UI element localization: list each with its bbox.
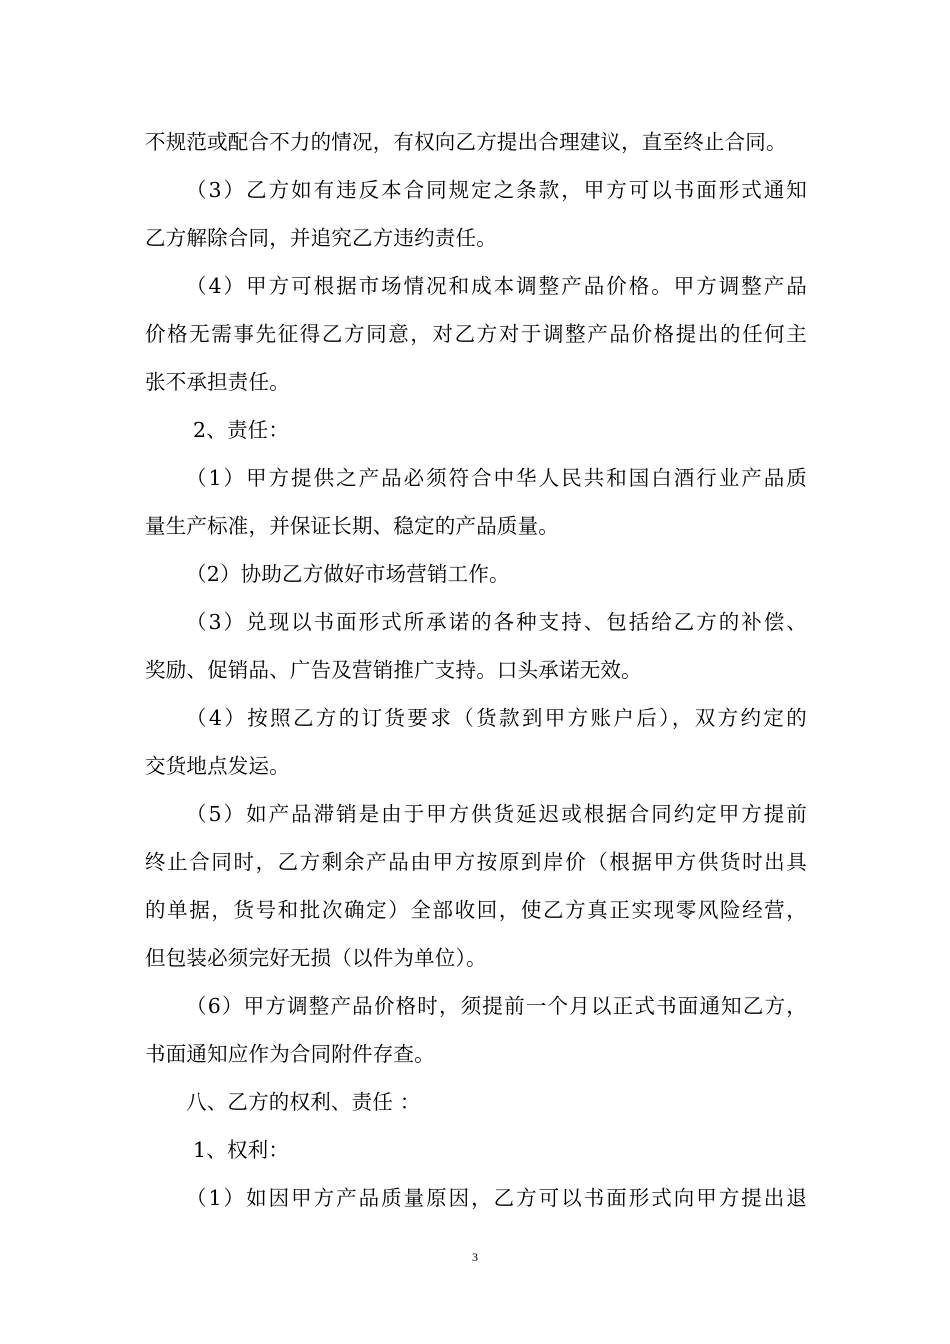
page-number: 3 — [472, 1250, 478, 1264]
text-line: 但包装必须完好无损（以件为单位）。 — [145, 946, 487, 970]
text-line: 1、权利： — [193, 1138, 290, 1162]
text-line: （1）甲方提供之产品必须符合中华人民共和国白酒行业产品质 — [186, 466, 807, 490]
text-line: 不规范或配合不力的情况，有权向乙方提出合理建议，直至终止合同。 — [145, 130, 787, 154]
text-line: （2）协助乙方做好市场营销工作。 — [186, 562, 510, 586]
text-line: 乙方解除合同，并追究乙方违约责任。 — [145, 226, 497, 250]
text-line: 量生产标准，并保证长期、稳定的产品质量。 — [145, 514, 559, 538]
text-line: （5）如产品滞销是由于甲方供货延迟或根据合同约定甲方提前 — [186, 802, 807, 826]
text-line: （4）按照乙方的订货要求（货款到甲方账户后），双方约定的 — [186, 706, 807, 730]
text-line: 价格无需事先征得乙方同意，对乙方对于调整产品价格提出的任何主 — [145, 322, 807, 346]
text-line: 终止合同时，乙方剩余产品由甲方按原到岸价（根据甲方供货时出具 — [145, 850, 807, 874]
text-line: 的单据，货号和批次确定）全部收回，使乙方真正实现零风险经营， — [145, 898, 807, 922]
text-line: （4）甲方可根据市场情况和成本调整产品价格。甲方调整产品 — [186, 274, 807, 298]
text-line: 张不承担责任。 — [145, 370, 290, 394]
text-line: 交货地点发运。 — [145, 754, 290, 778]
text-line: （6）甲方调整产品价格时，须提前一个月以正式书面通知乙方， — [186, 994, 807, 1018]
text-line: （3）兑现以书面形式所承诺的各种支持、包括给乙方的补偿、 — [186, 610, 807, 634]
text-line: 八、乙方的权利、责任 ： — [186, 1090, 421, 1114]
text-line: 书面通知应作为合同附件存查。 — [145, 1042, 435, 1066]
text-line: 2、责任： — [193, 418, 290, 442]
document-body — [145, 118, 807, 1222]
text-line: 奖励、促销品、广告及营销推广支持。口头承诺无效。 — [145, 658, 642, 682]
text-line: （3）乙方如有违反本合同规定之条款，甲方可以书面形式通知 — [186, 178, 807, 202]
text-line: （1）如因甲方产品质量原因，乙方可以书面形式向甲方提出退 — [186, 1186, 807, 1210]
